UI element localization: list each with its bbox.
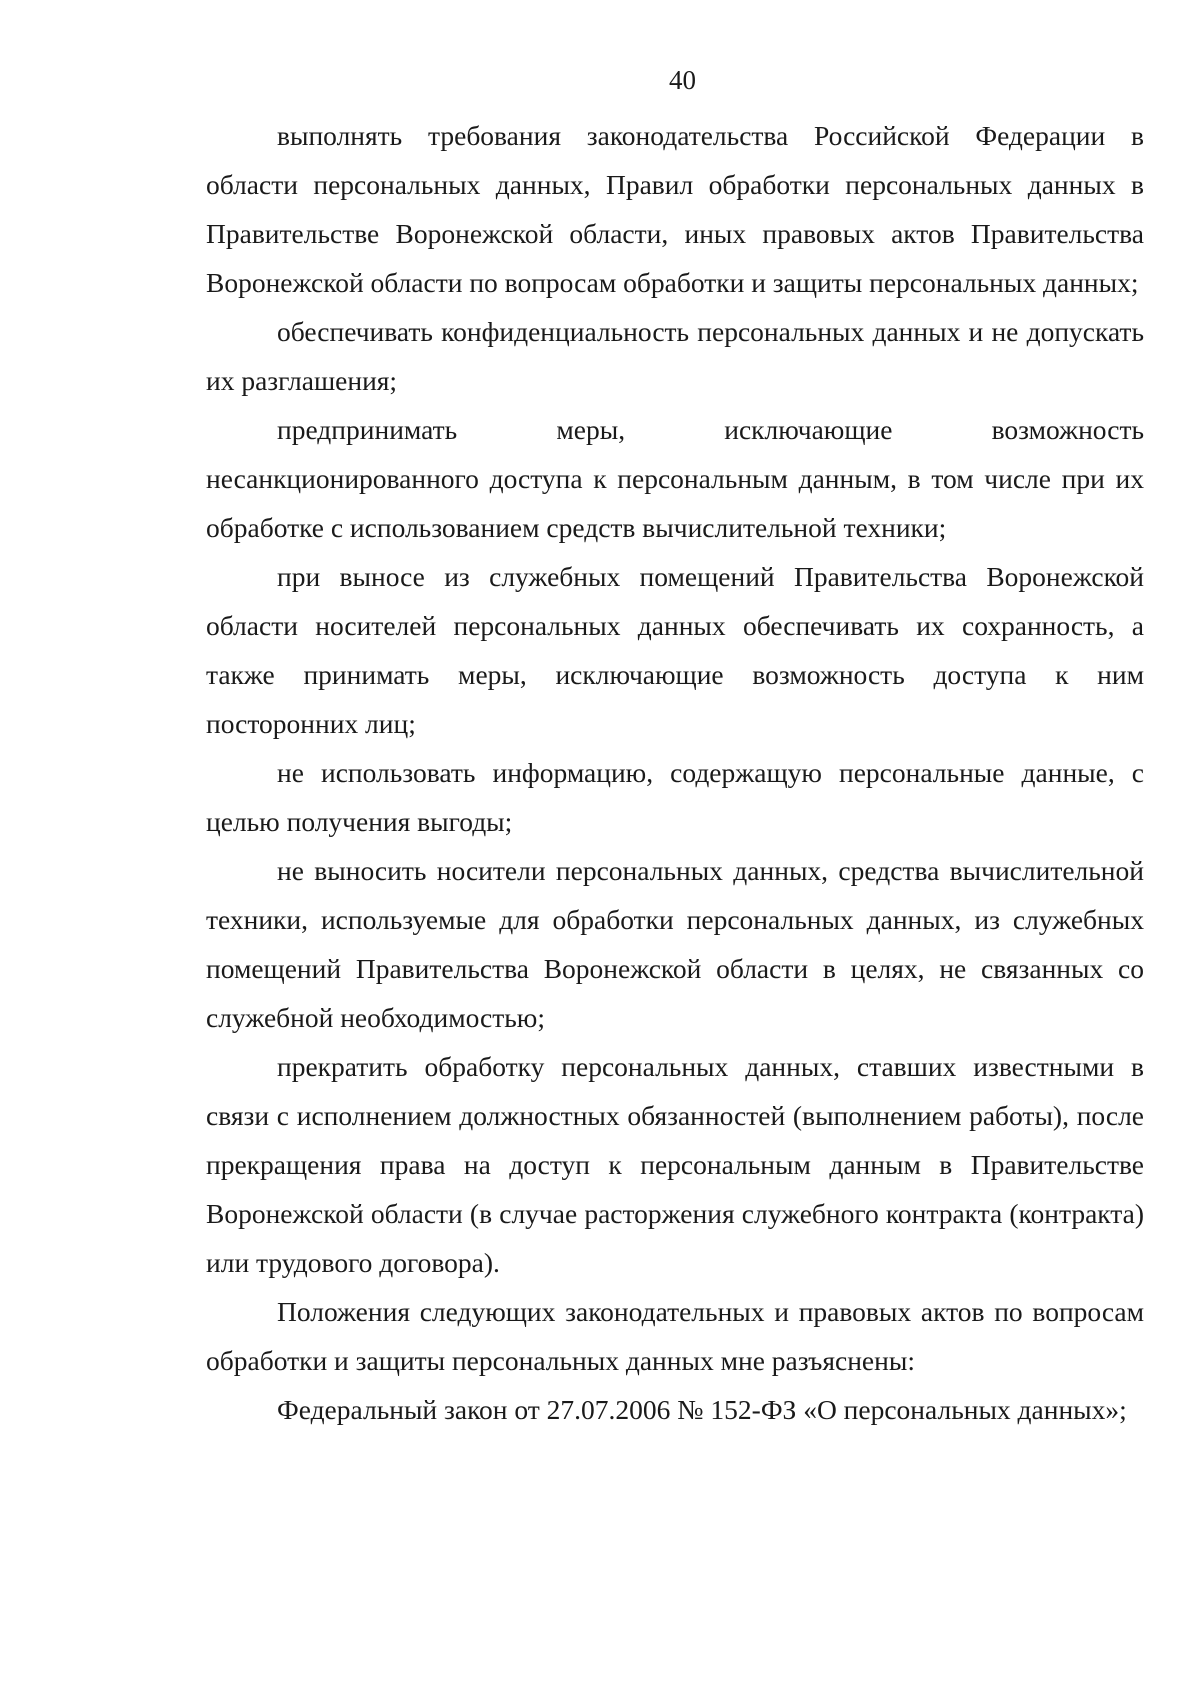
paragraph-acts-explained: Положения следующих законодательных и правовых актов по вопросам обработки и защиты персональных данных мне разъяснены: [206, 1296, 1144, 1376]
paragraph-duty-no-profit-use: не использовать информацию, содержащую персональные данные, с целью получения выгоды; [206, 757, 1144, 837]
page-number: 40 [669, 65, 696, 95]
paragraph-duty-no-removal-of-media: не выносить носители персональных данных, средства вычислительной техники, используемые для обработки персональных данных, из служебных помещений Правительства Воронежской области в целях, не связанных со служебной необходимостью; [206, 855, 1144, 1033]
paragraph-federal-law-reference: Федеральный закон от 27.07.2006 № 152-ФЗ «О персональных данных»; [277, 1394, 1127, 1425]
paragraph-duty-confidentiality: обеспечивать конфиденциальность персональных данных и не допускать их разглашения; [206, 316, 1144, 396]
paragraph-duty-stop-processing: прекратить обработку персональных данных, ставших известными в связи с исполнением должностных обязанностей (выполнением работы), после прекращения права на доступ к персональным данным в Правительстве Воронежской области (в случае расторжения служебного контракта (контракта) или трудового договора). [206, 1051, 1144, 1278]
paragraph-duty-prevent-unauthorized-access: предпринимать меры, исключающие возможность несанкционированного доступа к персональным данным, в том числе при их обработке с использованием средств вычислительной техники; [206, 414, 1144, 543]
paragraph-duty-media-safety: при выносе из служебных помещений Правительства Воронежской области носителей персональных данных обеспечивать их сохранность, а также принимать меры, исключающие возможность доступа к ним посторонних лиц; [206, 561, 1144, 739]
document-body [206, 111, 1144, 1434]
paragraph-duty-comply-legislation: выполнять требования законодательства Российской Федерации в области персональных данных, Правил обработки персональных данных в Правительстве Воронежской области, иных правовых актов Правительства Воронежской области по вопросам обработки и защиты персональных данных; [206, 120, 1144, 298]
